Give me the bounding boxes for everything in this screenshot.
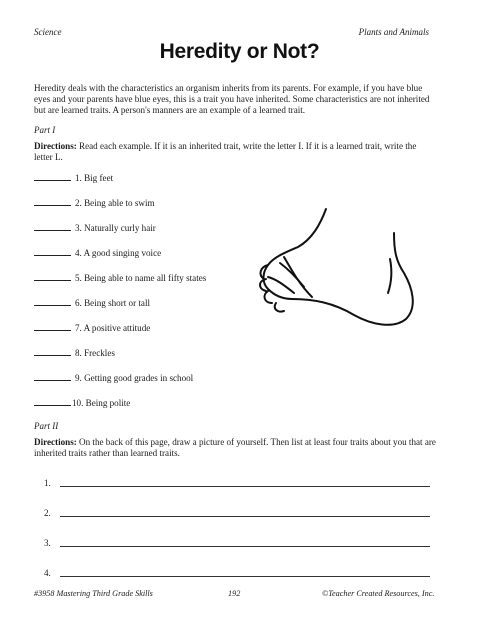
answer-blank[interactable] [34,197,71,206]
list-item: 1. Big feet [34,172,113,183]
intro-paragraph: Heredity deals with the characteristics an organism inherits from its parents. For example, if you have blue eyes and your parents have blue eyes, this is a trait you have inherited. Some characteristics are not inherited but are learned traits. A person's manners are an example of a learned trait. [34,83,430,115]
part-two-label: Part II [34,421,59,431]
answer-blank[interactable] [34,397,71,406]
list-item: 10. Being polite [34,397,130,408]
part-two-directions [34,437,436,459]
footer-book-title: #3958 Mastering Third Grade Skills [34,589,153,598]
answer-line[interactable] [60,576,430,577]
part-one-label: Part I [34,125,56,135]
answer-blank[interactable] [34,247,71,256]
directions-text: Read each example. If it is an inherited trait, write the letter I. If it is a learned trait, write the letter L. [34,141,417,162]
subject-label: Science [34,27,62,37]
list-item: 3. Naturally curly hair [34,222,156,233]
page-number: 192 [228,589,241,598]
directions-text: On the back of this page, draw a picture of yourself. Then list at least four traits about you that are inherited traits rather than learned traits. [34,437,436,458]
answer-line[interactable] [60,516,430,517]
answer-line-number: 3. [44,538,51,548]
list-item: 4. A good singing voice [34,247,161,258]
list-item: 7. A positive attitude [34,322,150,333]
answer-blank[interactable] [34,322,71,331]
list-item: 6. Being short or tall [34,297,150,308]
list-item: 9. Getting good grades in school [34,372,193,383]
foot-icon [254,203,424,338]
answer-line-number: 1. [44,478,51,488]
answer-line-number: 4. [44,568,51,578]
list-item: 8. Freckles [34,347,115,358]
unit-label: Plants and Animals [358,27,429,37]
answer-blank[interactable] [34,172,71,181]
list-item: 2. Being able to swim [34,197,155,208]
answer-blank[interactable] [34,272,71,281]
directions-label: Directions: [34,141,77,151]
directions-label: Directions: [34,437,77,447]
answer-line[interactable] [60,486,430,487]
answer-line-number: 2. [44,508,51,518]
answer-blank[interactable] [34,347,71,356]
list-item: 5. Being able to name all fifty states [34,272,206,283]
answer-blank[interactable] [34,297,71,306]
page-title: Heredity or Not? [159,40,320,63]
answer-blank[interactable] [34,372,71,381]
answer-blank[interactable] [34,222,71,231]
footer-copyright: ©Teacher Created Resources, Inc. [322,589,435,598]
answer-line[interactable] [60,546,430,547]
part-one-directions [34,141,436,163]
